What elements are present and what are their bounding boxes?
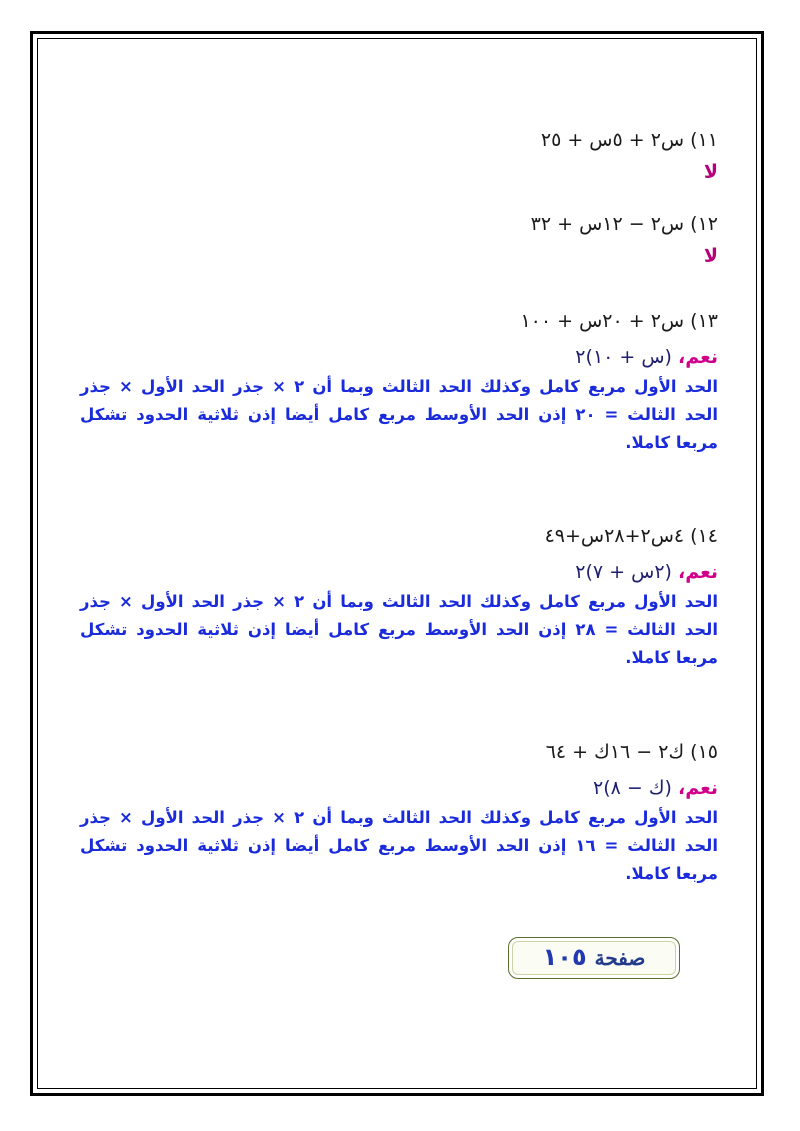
answer-explanation: الحد الأول مربع كامل وكذلك الحد الثالث وبما أن ٢ × جذر الحد الأول × جذر الحد الثالث = ٢٠ إذن الحد الأوسط مربع كامل أيضا إذن ثلاثية الحدود تشكل مربعا كاملا. [80,377,718,452]
page-label: صفحة [594,946,646,970]
problem-12 [80,210,718,270]
answer-yes-line [80,772,718,804]
problem-question: ١٣) س٢ + ٢٠س + ١٠٠ [520,310,718,332]
answer-no: لا [703,245,718,267]
answer-no: لا [703,161,718,183]
problem-13 [80,307,718,457]
factored-form: (ك − ٨)٢ [593,777,672,799]
answer-explanation: الحد الأول مربع كامل وكذلك الحد الثالث وبما أن ٢ × جذر الحد الأول × جذر الحد الثالث = ١٦ إذن الحد الأوسط مربع كامل أيضا إذن ثلاثية الحدود تشكل مربعا كاملا. [80,808,718,883]
problem-15 [80,738,718,888]
problem-14 [80,522,718,672]
factored-form: (٢س + ٧)٢ [575,561,672,583]
answer-yes-line [80,556,718,588]
problem-question: ١١) س٢ + ٥س + ٢٥ [540,129,718,151]
answer-yes-line [80,341,718,373]
answer-explanation: الحد الأول مربع كامل وكذلك الحد الثالث وبما أن ٢ × جذر الحد الأول × جذر الحد الثالث = ٢٨ إذن الحد الأوسط مربع كامل أيضا إذن ثلاثية الحدود تشكل مربعا كاملا. [80,592,718,667]
page-number: ١٠٥ [542,943,587,971]
answer-yes: نعم، [678,561,718,583]
page-number-badge [508,937,680,979]
problem-question: ١٢) س٢ − ١٢س + ٣٢ [530,213,718,235]
answer-yes: نعم، [678,777,718,799]
problem-11 [80,126,718,186]
problem-question: ١٤) ٤س٢+٢٨س+٤٩ [544,525,718,547]
factored-form: (س + ١٠)٢ [575,346,672,368]
answer-yes: نعم، [678,346,718,368]
problem-question: ١٥) ك٢ − ١٦ك + ٦٤ [545,741,718,763]
